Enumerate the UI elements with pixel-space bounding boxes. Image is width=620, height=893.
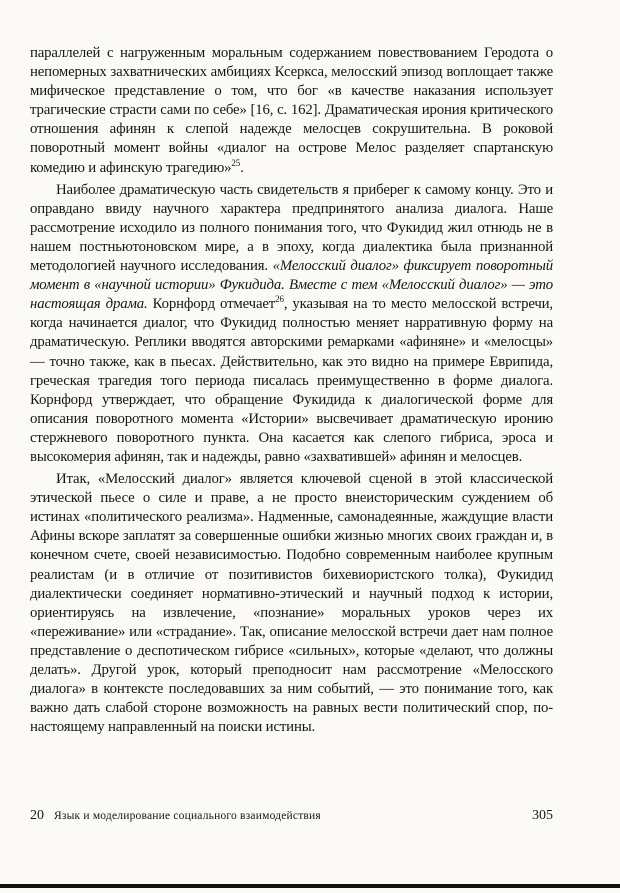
page-number: 305 [532, 808, 553, 823]
text-run: Наиболее драматическую часть свидетельств я приберег к самому концу. Это и оправдано ввиду научного характера предпринятого анализа диалога. Наше рассмотрение исходило из полного понимания того, что Фукидид жил отнюдь не в нашем постньютоновском мире, а в эпоху, когда диалектика была признанной методологией научного исследования. [30, 181, 553, 275]
text-run: . [240, 159, 244, 176]
paragraph [30, 44, 553, 178]
body-text [30, 44, 553, 737]
running-title: Язык и моделирование социального взаимодействия [54, 810, 321, 822]
footnote-ref: 25 [231, 157, 241, 168]
paragraph [30, 181, 553, 467]
signature-mark: 20 [30, 808, 44, 823]
text-run: , указывая на то место мелосской встречи, когда начинается диалог, что Фукидид полностью меняет нарративную форму на драматическую. Реплики вводятся авторскими ремарками «афиняне» и «мелосцы» — точно также, как в пьесах. Действительно, как это видно на примере Еврипида, греческая трагедия того периода писалась преимущественно в форме диалога. Корнфорд утверждает, что обращение Фукидида к диалогической форме для описания поворотного момента «Истории» высвечивает драматическую иронию стержневого поворотного пункта. Она касается как слепого гибриса, эроса и высокомерия афинян, так и надежды, равно «захватившей» афинян и мелосцев. [30, 296, 553, 465]
text-run: Корнфорд отмечает [147, 296, 276, 313]
text-run: Итак, «Мелосский диалог» является ключевой сценой в этой классической этической пьесе о силе и праве, а не просто внеисторическим суждением об истинах «политического реализма». Надменные, самонадеянные, жаждущие власти Афины вскоре заплатят за совершенные ошибки жизнью многих своих граждан и, в конечном счете, своей независимостью. Подобно современным наиболее крупным реалистам (и в отличие от позитивистов бихевиористского толка), Фукидид диалектически соединяет нормативно-этический и научный подход к истории, ориентируясь на извлечение, «познание» моральных уроков через их «переживание» или «страдание». Так, описание мелосской встречи дает нам полное представление о деспотическом гибрисе «сильных», которые «делают, что должны делать». Другой урок, который преподносит нам рассмотрение «Мелосского диалога» в контексте последовавших за ним событий, — это понимание того, как важно дать слабой стороне возможность на равных вести политический спор, по-настоящему направленный на поиски истины. [30, 471, 553, 736]
footnote-ref: 26 [275, 294, 284, 305]
text-run: параллелей с нагруженным моральным содержанием повествованием Геродота о непомерных захватнических амбициях Ксеркса, мелосский эпизод воплощает также мифическое представление о том, что бог «в качестве наказания использует трагические страсти сами по себе» [16, с. 162]. Драматическая ирония критического отношения афинян к слепой надежде мелосцев сокрушительна. В роковой поворотный момент войны «диалог на острове Мелос разделяет спартанскую комедию и афинскую трагедию» [30, 45, 553, 176]
paragraph [30, 470, 553, 737]
emphasis-text: «Мелосский диалог» фиксирует поворотный момент в «научной истории» Фукидида. Вместе с тем «Мелосский диалог» — это настоящая драма. [30, 258, 553, 313]
scan-edge-line [0, 884, 620, 888]
page-footer [30, 806, 553, 826]
